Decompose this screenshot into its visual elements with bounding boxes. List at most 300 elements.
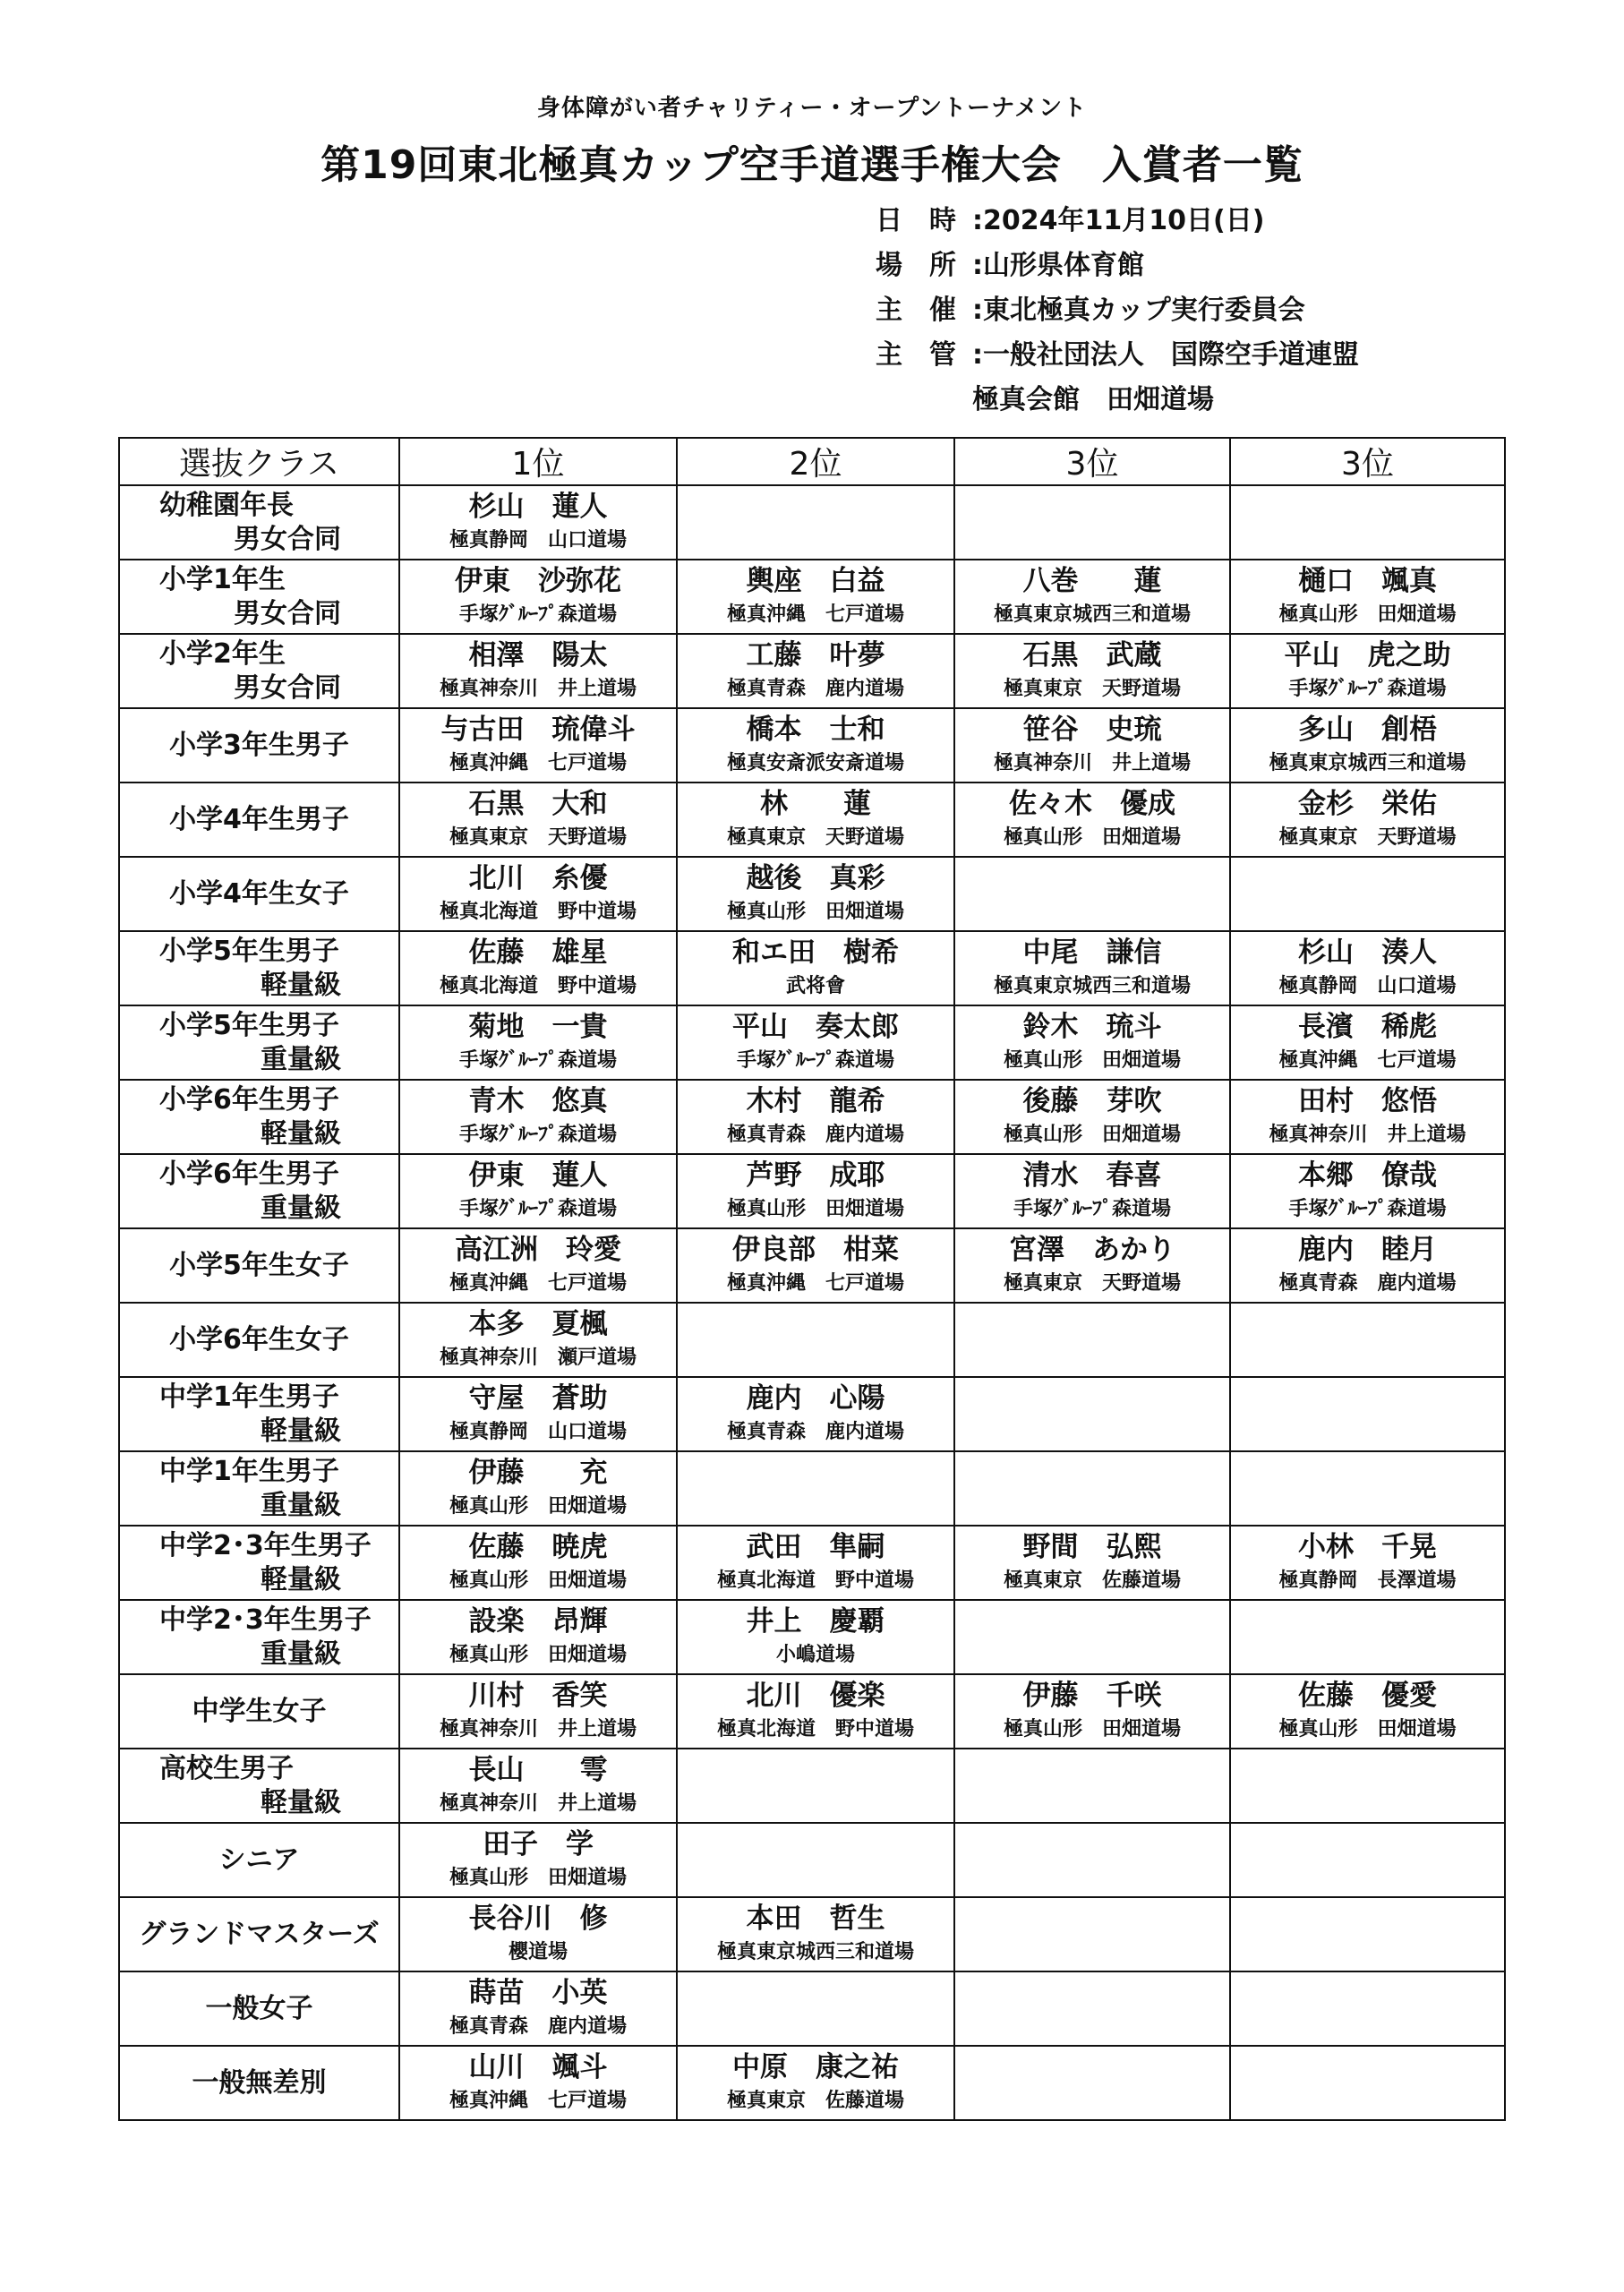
placement-cell: [954, 1674, 1230, 1749]
dojo-name: 武将會: [785, 974, 845, 997]
dojo-name: 極真山形 田畑道場: [449, 1866, 627, 1889]
dojo-name: 極真東京 天野道場: [449, 825, 627, 849]
winner-name: 長谷川 修: [468, 1902, 608, 1935]
winner-name: 伊藤 充: [468, 1456, 608, 1489]
winner-name: 鈴木 琉斗: [1022, 1010, 1162, 1043]
info-row-date: [876, 199, 1359, 244]
info-row-management: [876, 333, 1359, 378]
winner-name: 笹谷 史琉: [1022, 713, 1162, 746]
winner-name: 北川 糸優: [468, 861, 608, 894]
dojo-name: 極真神奈川 瀬戸道場: [439, 1346, 637, 1369]
winner-name: 山川 颯斗: [468, 2050, 608, 2083]
table-row: [119, 2046, 1505, 2120]
class-cell: [119, 485, 399, 560]
placement-cell: [954, 1377, 1230, 1451]
placement-cell: [677, 708, 954, 783]
placement-cell: [677, 1303, 954, 1377]
placement-cell: [399, 1749, 677, 1823]
header-third-b: 3位: [1230, 438, 1505, 485]
dojo-name: 極真東京城西三和道場: [716, 1940, 914, 1963]
placement-cell: [677, 1823, 954, 1897]
info-row-management-cont: 極真会館 田畑道場: [972, 384, 1214, 415]
class-label: 小学5年生女子: [169, 1249, 349, 1281]
winner-name: 長濱 稀彪: [1298, 1010, 1437, 1043]
class-cell: [119, 1228, 399, 1303]
placement-cell: [677, 560, 954, 634]
placement-cell: [399, 1303, 677, 1377]
placement-cell: [677, 634, 954, 708]
class-label: 重量級: [261, 1043, 341, 1075]
class-label: シニア: [218, 1843, 300, 1876]
class-label: 小学1年生: [159, 563, 286, 595]
dojo-name: 極真青森 鹿内道場: [449, 2014, 627, 2038]
placement-cell: [1230, 857, 1505, 931]
results-body: [119, 485, 1505, 2120]
winner-name: 芦野 成耶: [746, 1159, 885, 1192]
winner-name: 清水 春喜: [1022, 1159, 1162, 1192]
class-label: 軽量級: [261, 1117, 341, 1150]
placement-cell: [399, 1526, 677, 1600]
dojo-name: 極真神奈川 井上道場: [993, 751, 1191, 774]
placement-cell: [1230, 1080, 1505, 1154]
placement-cell: [677, 1377, 954, 1451]
winner-name: 金杉 栄佑: [1298, 787, 1437, 820]
winner-name: 蒔苗 小英: [468, 1976, 608, 2009]
info-label: 主 管: [876, 339, 956, 371]
placement-cell: [399, 708, 677, 783]
header-first: 1位: [399, 438, 677, 485]
placement-cell: [1230, 1303, 1505, 1377]
winner-name: 佐藤 雄星: [468, 936, 608, 969]
dojo-name: 極真北海道 野中道場: [716, 1717, 914, 1740]
placement-cell: [954, 1897, 1230, 1971]
placement-cell: [677, 1080, 954, 1154]
dojo-name: 手塚ｸﾞﾙｰﾌﾟ森道場: [736, 1048, 894, 1072]
placement-cell: [954, 857, 1230, 931]
placement-cell: [954, 931, 1230, 1005]
winner-name: 田村 悠悟: [1298, 1084, 1437, 1117]
winner-name: 小林 千晃: [1298, 1530, 1437, 1563]
class-label: 小学4年生男子: [169, 803, 349, 835]
placement-cell: [1230, 634, 1505, 708]
winner-name: 伊藤 千咲: [1022, 1679, 1162, 1712]
winner-name: 中尾 謙信: [1022, 936, 1162, 969]
winner-name: 橋本 士和: [746, 713, 885, 746]
dojo-name: 極真東京 天野道場: [726, 825, 904, 849]
dojo-name: 極真静岡 山口道場: [1278, 974, 1457, 997]
placement-cell: [1230, 1674, 1505, 1749]
winner-name: 井上 慶覇: [746, 1604, 885, 1638]
dojo-name: 手塚ｸﾞﾙｰﾌﾟ森道場: [1013, 1197, 1171, 1220]
dojo-name: 極真山形 田畑道場: [1003, 1048, 1181, 1072]
placement-cell: [1230, 1154, 1505, 1228]
class-label: 重量級: [261, 1489, 341, 1521]
winner-name: 本田 哲生: [746, 1902, 885, 1935]
placement-cell: [399, 1451, 677, 1526]
dojo-name: 極真安斎派安斎道場: [726, 751, 904, 774]
table-row: [119, 1526, 1505, 1600]
dojo-name: 櫻道場: [508, 1940, 568, 1963]
class-label: 男女合同: [234, 523, 341, 555]
header-class: 選抜クラス: [119, 438, 399, 485]
winner-name: 長山 雩: [468, 1753, 608, 1786]
table-row: [119, 1303, 1505, 1377]
dojo-name: 極真山形 田畑道場: [1003, 825, 1181, 849]
placement-cell: [1230, 708, 1505, 783]
placement-cell: [677, 485, 954, 560]
event-info: [876, 199, 1359, 423]
dojo-name: 極真山形 田畑道場: [449, 1494, 627, 1518]
winner-name: 林 蓮: [760, 787, 871, 820]
placement-cell: [399, 485, 677, 560]
table-row: [119, 1228, 1505, 1303]
winner-name: 高江洲 玲愛: [455, 1233, 621, 1266]
placement-cell: [954, 485, 1230, 560]
winner-name: 佐々木 優成: [1009, 787, 1175, 820]
placement-cell: [399, 634, 677, 708]
dojo-name: 極真沖縄 七戸道場: [449, 751, 627, 774]
table-row: [119, 560, 1505, 634]
winner-name: 武田 隼嗣: [746, 1530, 885, 1563]
class-cell: [119, 1749, 399, 1823]
placement-cell: [399, 1080, 677, 1154]
dojo-name: 極真沖縄 七戸道場: [449, 1271, 627, 1295]
winner-name: 野間 弘熙: [1022, 1530, 1162, 1563]
dojo-name: 極真東京 佐藤道場: [726, 2089, 904, 2112]
placement-cell: [677, 2046, 954, 2120]
dojo-name: 極真東京 佐藤道場: [1003, 1569, 1181, 1592]
table-row: [119, 857, 1505, 931]
winner-name: 八巻 蓮: [1022, 564, 1162, 597]
class-cell: [119, 708, 399, 783]
winner-name: 川村 香笑: [468, 1679, 608, 1712]
winner-name: 伊東 沙弥花: [455, 564, 621, 597]
dojo-name: 極真青森 鹿内道場: [726, 1420, 904, 1443]
winner-name: 鹿内 心陽: [746, 1381, 885, 1415]
info-row-organizer: [876, 288, 1359, 333]
class-label: 中学生女子: [192, 1695, 327, 1727]
info-label: 日 時: [876, 205, 956, 236]
class-cell: [119, 1526, 399, 1600]
info-value: :2024年11月10日(日): [972, 205, 1265, 236]
winner-name: 樋口 颯真: [1298, 564, 1437, 597]
placement-cell: [399, 1228, 677, 1303]
winner-name: 菊地 一貴: [468, 1010, 608, 1043]
winner-name: 和エ田 樹希: [732, 936, 899, 969]
table-row: [119, 1377, 1505, 1451]
class-cell: [119, 1154, 399, 1228]
winner-name: 石黒 大和: [468, 787, 608, 820]
placement-cell: [954, 783, 1230, 857]
dojo-name: 極真北海道 野中道場: [439, 974, 637, 997]
placement-cell: [1230, 1600, 1505, 1674]
table-row: [119, 1600, 1505, 1674]
class-label: 小学6年生男子: [159, 1083, 339, 1116]
class-label: 軽量級: [261, 969, 341, 1001]
placement-cell: [677, 1005, 954, 1080]
info-label: 場 所: [876, 250, 956, 281]
dojo-name: 極真東京 天野道場: [1003, 677, 1181, 700]
dojo-name: 極真静岡 長澤道場: [1278, 1569, 1457, 1592]
dojo-name: 極真山形 田畑道場: [1003, 1717, 1181, 1740]
winner-name: 石黒 武蔵: [1022, 638, 1162, 671]
placement-cell: [954, 634, 1230, 708]
placement-cell: [954, 2046, 1230, 2120]
winner-name: 相澤 陽太: [468, 638, 608, 671]
class-label: 軽量級: [261, 1563, 341, 1595]
placement-cell: [399, 783, 677, 857]
class-label: グランドマスターズ: [139, 1918, 380, 1950]
event-subtitle: 身体障がい者チャリティー・オープントーナメント: [536, 95, 1088, 122]
class-label: 一般無差別: [192, 2066, 327, 2099]
dojo-name: 手塚ｸﾞﾙｰﾌﾟ森道場: [458, 603, 617, 626]
table-row: [119, 1005, 1505, 1080]
placement-cell: [677, 1154, 954, 1228]
table-row: [119, 634, 1505, 708]
class-label: 幼稚園年長: [159, 489, 294, 521]
placement-cell: [399, 1377, 677, 1451]
winner-name: 平山 奏太郎: [732, 1010, 899, 1043]
dojo-name: 極真東京城西三和道場: [1269, 751, 1466, 774]
placement-cell: [954, 1526, 1230, 1600]
winner-name: 後藤 芽吹: [1022, 1084, 1162, 1117]
placement-cell: [1230, 1228, 1505, 1303]
winner-name: 多山 創梧: [1298, 713, 1437, 746]
winner-name: 杉山 湊人: [1298, 936, 1437, 969]
class-cell: [119, 1303, 399, 1377]
class-label: 小学2年生: [159, 637, 286, 670]
placement-cell: [1230, 1526, 1505, 1600]
placement-cell: [954, 1005, 1230, 1080]
dojo-name: 極真北海道 野中道場: [439, 900, 637, 923]
placement-cell: [1230, 1377, 1505, 1451]
class-label: 中学1年生男子: [159, 1455, 339, 1487]
winner-name: 本郷 僚哉: [1298, 1159, 1437, 1192]
placement-cell: [399, 1005, 677, 1080]
table-header-row: [119, 438, 1505, 485]
info-label: 主 催: [876, 295, 956, 326]
table-row: [119, 1823, 1505, 1897]
class-cell: [119, 931, 399, 1005]
results-table: [118, 437, 1506, 2121]
table-row: [119, 708, 1505, 783]
placement-cell: [1230, 2046, 1505, 2120]
dojo-name: 極真東京城西三和道場: [993, 603, 1191, 626]
dojo-name: 極真神奈川 井上道場: [439, 1792, 637, 1815]
placement-cell: [677, 1526, 954, 1600]
placement-cell: [399, 2046, 677, 2120]
dojo-name: 極真青森 鹿内道場: [726, 677, 904, 700]
class-label: 軽量級: [261, 1786, 341, 1818]
placement-cell: [1230, 1971, 1505, 2046]
info-value: :一般社団法人 国際空手道連盟: [972, 339, 1359, 371]
dojo-name: 極真北海道 野中道場: [716, 1569, 914, 1592]
dojo-name: 手塚ｸﾞﾙｰﾌﾟ森道場: [458, 1048, 617, 1072]
placement-cell: [677, 1674, 954, 1749]
winner-name: 杉山 蓮人: [468, 490, 608, 523]
table-row: [119, 1674, 1505, 1749]
placement-cell: [1230, 783, 1505, 857]
winner-name: 設楽 昂輝: [468, 1604, 608, 1638]
table-row: [119, 1749, 1505, 1823]
placement-cell: [677, 1897, 954, 1971]
class-label: 中学2･3年生男子: [159, 1529, 372, 1561]
dojo-name: 小嶋道場: [775, 1643, 855, 1666]
placement-cell: [399, 931, 677, 1005]
page-title: 第19回東北極真カップ空手道選手権大会 入賞者一覧: [321, 142, 1303, 188]
placement-cell: [677, 1971, 954, 2046]
winner-name: 与古田 琉偉斗: [440, 713, 636, 746]
dojo-name: 手塚ｸﾞﾙｰﾌﾟ森道場: [1288, 677, 1447, 700]
class-label: 小学6年生男子: [159, 1158, 339, 1190]
winner-name: 伊東 蓮人: [468, 1159, 608, 1192]
class-label: 小学3年生男子: [169, 729, 349, 761]
dojo-name: 手塚ｸﾞﾙｰﾌﾟ森道場: [458, 1123, 617, 1146]
class-cell: [119, 1377, 399, 1451]
winner-name: 守屋 蒼助: [468, 1381, 608, 1415]
placement-cell: [954, 1971, 1230, 2046]
placement-cell: [954, 1451, 1230, 1526]
table-row: [119, 1451, 1505, 1526]
placement-cell: [1230, 1749, 1505, 1823]
winner-name: 北川 優楽: [746, 1679, 885, 1712]
placement-cell: [954, 1080, 1230, 1154]
placement-cell: [399, 1674, 677, 1749]
winner-name: 本多 夏楓: [468, 1307, 608, 1340]
info-value: :東北極真カップ実行委員会: [972, 295, 1305, 326]
class-cell: [119, 1600, 399, 1674]
class-label: 小学4年生女子: [169, 877, 349, 910]
winner-name: 平山 虎之助: [1284, 638, 1451, 671]
class-label: 中学2･3年生男子: [159, 1604, 372, 1636]
dojo-name: 手塚ｸﾞﾙｰﾌﾟ森道場: [1288, 1197, 1447, 1220]
placement-cell: [399, 1154, 677, 1228]
placement-cell: [954, 1154, 1230, 1228]
placement-cell: [677, 857, 954, 931]
table-row: [119, 1971, 1505, 2046]
placement-cell: [399, 1600, 677, 1674]
info-value: :山形県体育館: [972, 250, 1144, 281]
placement-cell: [954, 560, 1230, 634]
class-label: 中学1年生男子: [159, 1381, 339, 1413]
dojo-name: 極真山形 田畑道場: [449, 1643, 627, 1666]
dojo-name: 極真神奈川 井上道場: [1269, 1123, 1466, 1146]
placement-cell: [677, 1600, 954, 1674]
winner-name: 木村 龍希: [746, 1084, 885, 1117]
dojo-name: 極真東京城西三和道場: [993, 974, 1191, 997]
class-label: 軽量級: [261, 1415, 341, 1447]
class-label: 一般女子: [205, 1992, 313, 2024]
placement-cell: [954, 1228, 1230, 1303]
class-cell: [119, 2046, 399, 2120]
class-cell: [119, 1674, 399, 1749]
table-row: [119, 1080, 1505, 1154]
winner-name: 佐藤 優愛: [1298, 1679, 1437, 1712]
placement-cell: [1230, 1005, 1505, 1080]
dojo-name: 極真沖縄 七戸道場: [726, 1271, 904, 1295]
placement-cell: [1230, 931, 1505, 1005]
winner-name: 青木 悠真: [468, 1084, 608, 1117]
placement-cell: [399, 1897, 677, 1971]
dojo-name: 極真沖縄 七戸道場: [726, 603, 904, 626]
dojo-name: 極真静岡 山口道場: [449, 1420, 627, 1443]
dojo-name: 極真山形 田畑道場: [726, 900, 904, 923]
class-cell: [119, 1080, 399, 1154]
class-label: 男女合同: [234, 597, 341, 629]
header-second: 2位: [677, 438, 954, 485]
class-cell: [119, 857, 399, 931]
dojo-name: 極真青森 鹿内道場: [1278, 1271, 1457, 1295]
table-row: [119, 1897, 1505, 1971]
dojo-name: 極真山形 田畑道場: [1278, 603, 1457, 626]
class-cell: [119, 1005, 399, 1080]
class-label: 小学6年生女子: [169, 1323, 349, 1356]
placement-cell: [954, 1600, 1230, 1674]
placement-cell: [954, 708, 1230, 783]
class-cell: [119, 1823, 399, 1897]
class-label: 小学5年生男子: [159, 1009, 339, 1041]
placement-cell: [1230, 1823, 1505, 1897]
placement-cell: [1230, 560, 1505, 634]
placement-cell: [677, 1451, 954, 1526]
placement-cell: [677, 931, 954, 1005]
class-cell: [119, 1971, 399, 2046]
placement-cell: [399, 857, 677, 931]
dojo-name: 極真青森 鹿内道場: [726, 1123, 904, 1146]
winner-name: 中原 康之祐: [732, 2050, 899, 2083]
dojo-name: 極真山形 田畑道場: [449, 1569, 627, 1592]
placement-cell: [1230, 485, 1505, 560]
dojo-name: 極真神奈川 井上道場: [439, 1717, 637, 1740]
class-label: 高校生男子: [159, 1752, 294, 1784]
placement-cell: [399, 1971, 677, 2046]
table-row: [119, 783, 1505, 857]
class-cell: [119, 783, 399, 857]
dojo-name: 極真沖縄 七戸道場: [449, 2089, 627, 2112]
placement-cell: [677, 1749, 954, 1823]
header-third: 3位: [954, 438, 1230, 485]
info-row-venue: [876, 244, 1359, 288]
dojo-name: 極真静岡 山口道場: [449, 528, 627, 552]
class-cell: [119, 634, 399, 708]
dojo-name: 極真神奈川 井上道場: [439, 677, 637, 700]
dojo-name: 極真東京 天野道場: [1278, 825, 1457, 849]
dojo-name: 極真東京 天野道場: [1003, 1271, 1181, 1295]
table-row: [119, 1154, 1505, 1228]
class-label: 重量級: [261, 1192, 341, 1224]
winner-name: 佐藤 暁虎: [468, 1530, 608, 1563]
dojo-name: 極真山形 田畑道場: [1003, 1123, 1181, 1146]
winner-name: 伊良部 柑菜: [732, 1233, 899, 1266]
placement-cell: [954, 1749, 1230, 1823]
winner-name: 越後 真彩: [746, 861, 885, 894]
class-label: 重量級: [261, 1638, 341, 1670]
placement-cell: [954, 1823, 1230, 1897]
winner-name: 輿座 白益: [746, 564, 885, 597]
dojo-name: 極真沖縄 七戸道場: [1278, 1048, 1457, 1072]
placement-cell: [1230, 1897, 1505, 1971]
table-row: [119, 485, 1505, 560]
placement-cell: [677, 1228, 954, 1303]
placement-cell: [954, 1303, 1230, 1377]
dojo-name: 極真山形 田畑道場: [726, 1197, 904, 1220]
winner-name: 田子 学: [483, 1827, 594, 1860]
class-cell: [119, 560, 399, 634]
dojo-name: 極真山形 田畑道場: [1278, 1717, 1457, 1740]
placement-cell: [677, 783, 954, 857]
class-label: 男女合同: [234, 671, 341, 704]
class-label: 小学5年生男子: [159, 935, 339, 967]
